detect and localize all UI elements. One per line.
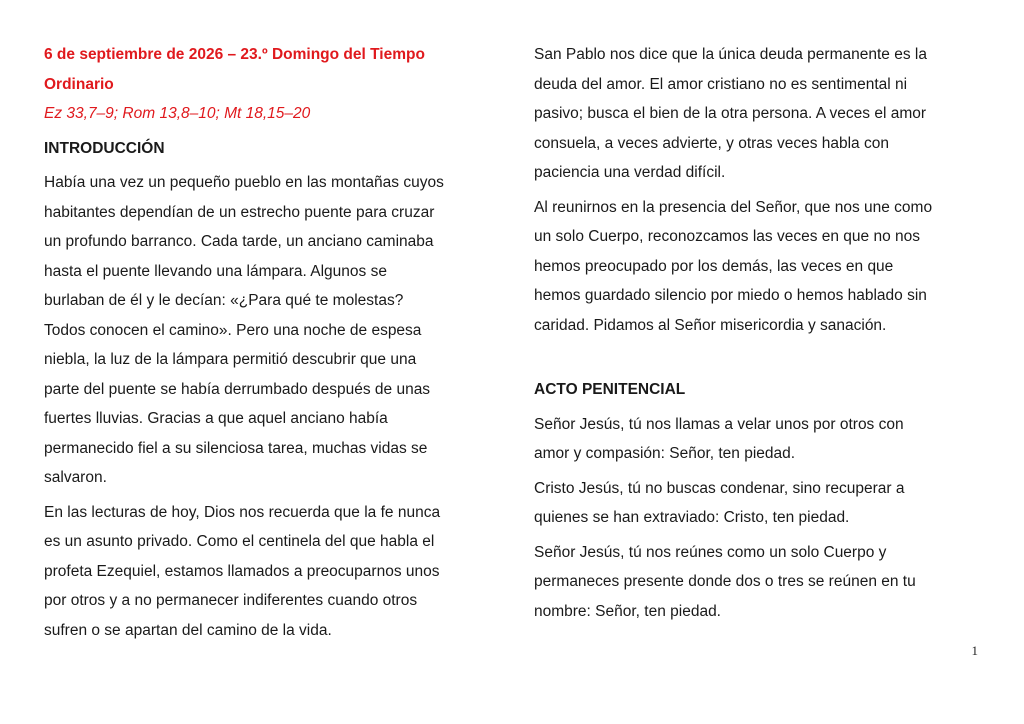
invocation-3 bbox=[534, 538, 984, 627]
text-line: Había una vez un pequeño pueblo en las montañas cuyos bbox=[44, 174, 444, 191]
text-line: Señor Jesús, tú nos llamas a velar unos por otros con bbox=[534, 415, 904, 433]
text-line: consuela, a veces advierte, y otras veces habla con bbox=[534, 134, 889, 152]
text-line: hemos preocupado por los demás, las veces en que bbox=[534, 257, 894, 275]
text-line: quienes se han extraviado: Cristo, ten piedad. bbox=[534, 509, 850, 526]
text-line: deuda del amor. El amor cristiano no es sentimental ni bbox=[534, 75, 908, 93]
text-line: un solo Cuerpo, reconozcamos las veces en que no nos bbox=[534, 228, 921, 245]
text-line: es un asunto privado. Como el centinela del que habla el bbox=[44, 533, 435, 550]
intro-paragraph-1 bbox=[44, 168, 494, 493]
text-line: profeta Ezequiel, estamos llamados a preocuparnos unos bbox=[44, 562, 440, 580]
text-line: burlaban de él y le decían: «¿Para qué te molestas? bbox=[44, 292, 404, 309]
text-line: un profundo barranco. Cada tarde, un anciano caminaba bbox=[44, 233, 434, 250]
text-line: parte del puente se había derrumbado después de unas bbox=[44, 380, 431, 398]
intro-paragraph-3 bbox=[534, 40, 984, 188]
penitential-heading: ACTO PENITENCIAL bbox=[534, 381, 686, 398]
invocation-2 bbox=[534, 474, 984, 533]
text-line: Al reunirnos en la presencia del Señor, que nos une como bbox=[534, 198, 933, 216]
text-line: nombre: Señor, ten piedad. bbox=[534, 602, 721, 620]
text-line: pasivo; busca el bien de la otra persona. A veces el amor bbox=[534, 105, 927, 122]
page-number: 1 bbox=[971, 643, 978, 658]
date-title-line-1: 6 de septiembre de 2026 – 23.º Domingo del Tiempo bbox=[44, 46, 425, 63]
intro-paragraph-2 bbox=[44, 498, 494, 646]
text-line: hemos guardado silencio por miedo o hemos hablado sin bbox=[534, 287, 927, 304]
scripture-readings: Ez 33,7–9; Rom 13,8–10; Mt 18,15–20 bbox=[44, 105, 311, 122]
intro-heading: INTRODUCCIÓN bbox=[44, 139, 165, 157]
text-line: niebla, la luz de la lámpara permitió descubrir que una bbox=[44, 351, 417, 368]
text-line: Señor Jesús, tú nos reúnes como un solo Cuerpo y bbox=[534, 543, 887, 561]
intro-paragraph-4 bbox=[534, 193, 984, 341]
text-line: hasta el puente llevando una lámpara. Algunos se bbox=[44, 262, 387, 280]
text-line: permaneces presente donde dos o tres se reúnen en tu bbox=[534, 573, 916, 590]
date-title-line-2: Ordinario bbox=[44, 75, 114, 93]
text-line: Cristo Jesús, tú no buscas condenar, sino recuperar a bbox=[534, 479, 905, 497]
text-line: En las lecturas de hoy, Dios nos recuerda que la fe nunca bbox=[44, 503, 441, 521]
text-line: por otros y a no permanecer indiferentes cuando otros bbox=[44, 592, 418, 609]
text-line: San Pablo nos dice que la única deuda permanente es la bbox=[534, 46, 927, 63]
text-line: fuertes lluvias. Gracias a que aquel anciano había bbox=[44, 410, 388, 427]
text-line: Todos conocen el camino». Pero una noche de espesa bbox=[44, 321, 422, 339]
text-line: permanecido fiel a su silenciosa tarea, muchas vidas se bbox=[44, 439, 428, 457]
invocation-1 bbox=[534, 410, 984, 469]
text-line: habitantes dependían de un estrecho puente para cruzar bbox=[44, 203, 435, 221]
right-column bbox=[534, 40, 984, 626]
text-line: sufren o se apartan del camino de la vida. bbox=[44, 621, 332, 639]
text-line: amor y compasión: Señor, ten piedad. bbox=[534, 445, 796, 462]
text-line: salvaron. bbox=[44, 469, 107, 486]
text-line: paciencia una verdad difícil. bbox=[534, 164, 726, 181]
text-line: caridad. Pidamos al Señor misericordia y sanación. bbox=[534, 316, 887, 334]
left-column bbox=[44, 40, 494, 645]
